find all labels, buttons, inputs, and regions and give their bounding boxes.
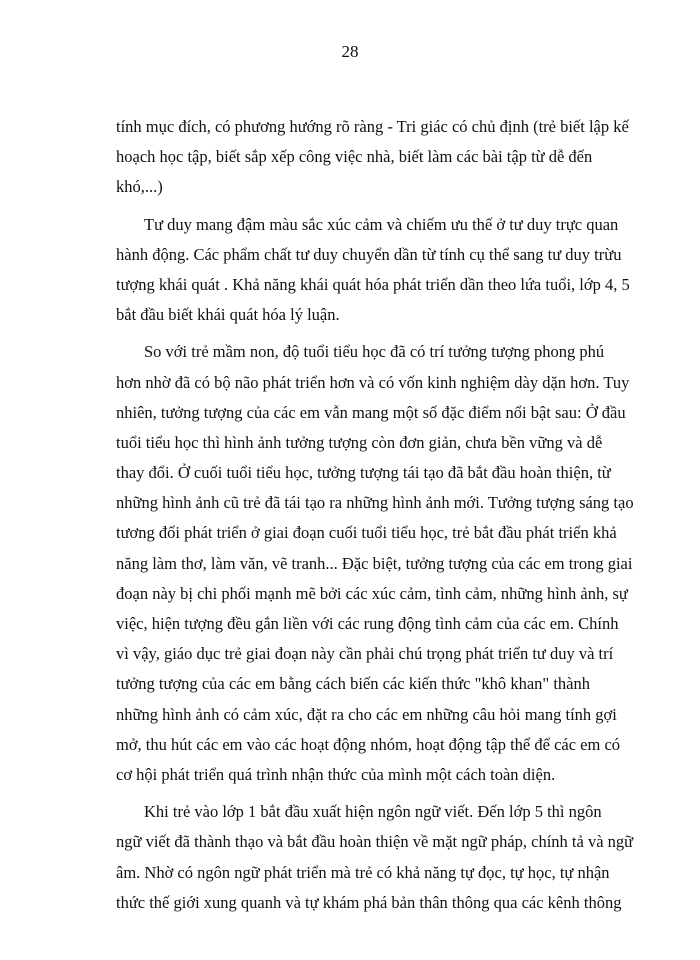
text-line: Tư duy mang đậm màu sắc xúc cảm và chiếm ưu thế ở tư duy trực quan — [144, 214, 619, 234]
text-line: khó,...) — [116, 177, 163, 197]
text-line: So với trẻ mầm non, độ tuổi tiểu học đã có trí tưởng tượng phong phú — [144, 342, 605, 362]
text-line: việc, hiện tượng đều gắn liền với các rung động tình cảm của các em. Chính — [116, 614, 619, 633]
body-text — [116, 112, 634, 925]
text-line: năng làm thơ, làm văn, vẽ tranh... Đặc biệt, tưởng tượng của các em trong giai — [116, 553, 633, 573]
text-line: ngữ viết đã thành thạo và bắt đầu hoàn thiện về mặt ngữ pháp, chính tả và ngữ — [116, 832, 634, 852]
text-line: tưởng tượng của các em bằng cách biến các kiến thức "khô khan" thành — [116, 674, 590, 694]
text-line: những hình ảnh cũ trẻ đã tái tạo ra những hình ảnh mới. Tưởng tượng sáng tạo — [116, 493, 634, 513]
text-line: vì vậy, giáo dục trẻ giai đoạn này cần phải chú trọng phát triển tư duy và trí — [116, 644, 614, 664]
text-line: âm. Nhờ có ngôn ngữ phát triển mà trẻ có khả năng tự đọc, tự học, tự nhận — [116, 862, 610, 882]
paragraph — [116, 337, 634, 790]
text-line: tuổi tiểu học thì hình ảnh tưởng tượng còn đơn giản, chưa bền vững và dễ — [116, 432, 603, 452]
paragraph — [116, 797, 634, 918]
text-line: tính mục đích, có phương hướng rõ ràng - Tri giác có chủ định (trẻ biết lập kế — [116, 117, 629, 136]
text-line: hành động. Các phẩm chất tư duy chuyển dần từ tính cụ thể sang tư duy trừu — [116, 244, 622, 264]
text-line: Khi trẻ vào lớp 1 bắt đầu xuất hiện ngôn ngữ viết. Đến lớp 5 thì ngôn — [144, 802, 602, 822]
text-line: những hình ảnh có cảm xúc, đặt ra cho các em những câu hỏi mang tính gợi — [116, 704, 617, 724]
text-line: thay đổi. Ở cuối tuổi tiểu học, tưởng tượng tái tạo đã bắt đầu hoàn thiện, từ — [116, 463, 611, 483]
page-number: 28 — [341, 42, 359, 61]
text-line: cơ hội phát triển quá trình nhận thức của mình một cách toàn diện. — [116, 764, 556, 784]
text-line: hoạch học tập, biết sắp xếp công việc nhà, biết làm các bài tập từ dễ đến — [116, 147, 593, 167]
text-line: nhiên, tưởng tượng của các em vẫn mang một số đặc điểm nổi bật sau: Ở đầu — [116, 402, 626, 422]
text-line: mở, thu hút các em vào các hoạt động nhóm, hoạt động tập thể để các em có — [116, 734, 621, 754]
text-line: bắt đầu biết khái quát hóa lý luận. — [116, 305, 340, 325]
text-line: tượng khái quát . Khả năng khái quát hóa phát triển dần theo lứa tuổi, lớp 4, 5 — [116, 274, 630, 294]
paragraph — [116, 210, 630, 331]
text-line: thức thế giới xung quanh và tự khám phá bản thân thông qua các kênh thông — [116, 892, 622, 912]
paragraph — [116, 112, 629, 203]
text-line: đoạn này bị chi phối mạnh mẽ bởi các xúc cảm, tình cảm, những hình ảnh, sự — [116, 583, 628, 603]
text-line: hơn nhờ đã có bộ não phát triển hơn và có vốn kinh nghiệm dày dặn hơn. Tuy — [116, 372, 630, 392]
text-line: tương đối phát triển ở giai đoạn cuối tuổi tiểu học, trẻ bắt đầu phát triển khả — [116, 523, 617, 543]
